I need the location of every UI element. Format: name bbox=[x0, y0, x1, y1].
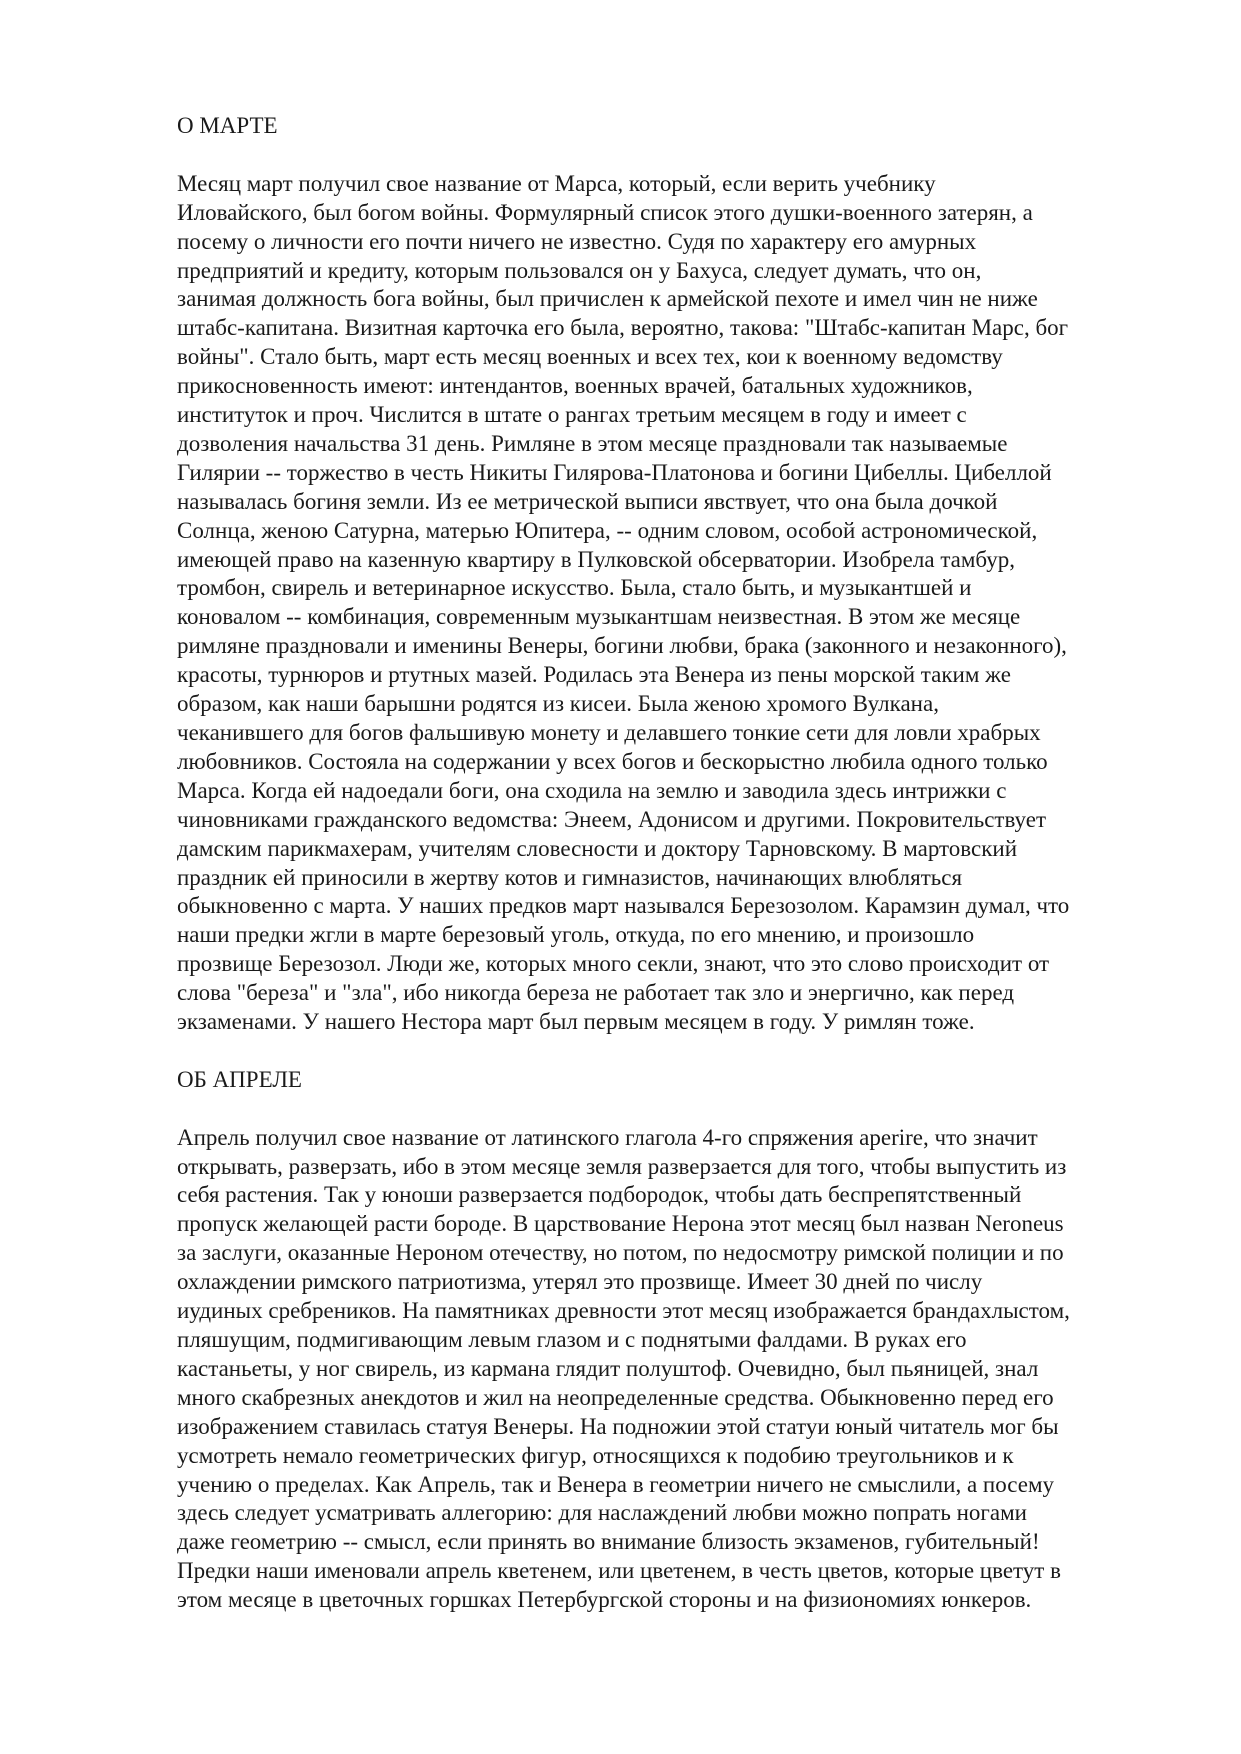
text-line: дозволения начальства 31 день. Римляне в этом месяце праздновали так называемые bbox=[177, 430, 1008, 456]
text-line: коновалом -- комбинация, современным музыкантшам неизвестная. В этом же месяце bbox=[177, 604, 1021, 630]
text-line: тромбон, свирель и ветеринарное искусство. Была, стало быть, и музыкантшей и bbox=[177, 575, 972, 601]
text-line: слова "береза" и "зла", ибо никогда береза не работает так зло и энергично, как перед bbox=[177, 980, 1015, 1006]
text-line: занимая должность бога войны, был причислен к армейской пехоте и имел чин не ниже bbox=[177, 286, 1038, 312]
text-line: охлаждении римского патриотизма, утерял это прозвище. Имеет 30 дней по числу bbox=[177, 1269, 983, 1295]
section-title-march: О МАРТЕ bbox=[177, 113, 278, 138]
section-title-april: ОБ АПРЕЛЕ bbox=[177, 1066, 302, 1092]
text-line: кастаньеты, у ног свирель, из кармана глядит полуштоф. Очевидно, был пьяницей, знал bbox=[177, 1355, 1039, 1381]
text-line: пляшущим, подмигивающим левым глазом и с поднятыми фалдами. В руках его bbox=[177, 1327, 967, 1353]
document-page bbox=[177, 112, 1157, 1615]
text-line: образом, как наши барышни родятся из кисеи. Была женою хромого Вулкана, bbox=[177, 691, 939, 717]
text-line: изображением ставилась статуя Венеры. На подножии этой статуи юный читатель мог бы bbox=[177, 1413, 1059, 1439]
text-line: римляне праздновали и именины Венеры, богини любви, брака (законного и незаконного), bbox=[177, 633, 1067, 659]
text-line: обыкновенно с марта. У наших предков март назывался Березозолом. Карамзин думал, что bbox=[177, 893, 1070, 919]
text-line: посему о личности его почти ничего не известно. Судя по характеру его амурных bbox=[177, 228, 977, 254]
text-line: праздник ей приносили в жертву котов и гимназистов, начинающих влюбляться bbox=[177, 864, 963, 890]
text-line: предприятий и кредиту, которым пользовался он у Бахуса, следует думать, что он, bbox=[177, 257, 982, 283]
text-line: экзаменами. У нашего Нестора март был первым месяцем в году. У римлян тоже. bbox=[177, 1009, 975, 1035]
spacer bbox=[177, 1095, 1157, 1124]
text-line: Марса. Когда ей надоедали боги, она сходила на землю и заводила здесь интрижки с bbox=[177, 777, 1007, 803]
text-line: иудиных сребреников. На памятниках древности этот месяц изображается брандахлыстом, bbox=[177, 1298, 1070, 1324]
text-line: имеющей право на казенную квартиру в Пулковской обсерватории. Изобрела тамбур, bbox=[177, 546, 1015, 572]
text-line: чеканившего для богов фальшивую монету и делавшего тонкие сети для ловли храбрых bbox=[177, 720, 1041, 746]
text-line: называлась богиня земли. Из ее метрической выписи явствует, что она была дочкой bbox=[177, 488, 998, 514]
text-line: наши предки жгли в марте березовый уголь, откуда, по его мнению, и произошло bbox=[177, 922, 975, 948]
paragraph-march bbox=[177, 170, 1157, 1037]
text-line: себя растения. Так у юноши разверзается подбородок, чтобы дать беспрепятственный bbox=[177, 1182, 1022, 1208]
text-line: войны". Стало быть, март есть месяц военных и всех тех, кои к военному ведомству bbox=[177, 344, 1003, 370]
spacer bbox=[177, 1037, 1157, 1066]
text-line: прикосновенность имеют: интендантов, военных врачей, батальных художников, bbox=[177, 373, 973, 399]
text-line: усмотреть немало геометрических фигур, относящихся к подобию треугольников и к bbox=[177, 1442, 1014, 1468]
text-line: любовников. Состояла на содержании у всех богов и бескорыстно любила одного только bbox=[177, 748, 1048, 774]
text-line: Апрель получил свое название от латинского глагола 4-го спряжения aperire, что значит bbox=[177, 1124, 1038, 1150]
text-line: институток и проч. Числится в штате о рангах третьим месяцем в году и имеет с bbox=[177, 402, 967, 428]
text-line: учению о пределах. Как Апрель, так и Венера в геометрии ничего не смыслили, а посему bbox=[177, 1471, 1055, 1497]
text-line: Гилярии -- торжество в честь Никиты Гилярова-Платонова и богини Цибеллы. Цибеллой bbox=[177, 459, 1052, 485]
text-line: прозвище Березозол. Люди же, которых много секли, знают, что это слово происходит от bbox=[177, 951, 1050, 977]
text-line: этом месяце в цветочных горшках Петербургской стороны и на физиономиях юнкеров. bbox=[177, 1587, 1032, 1613]
text-line: штабс-капитана. Визитная карточка его была, вероятно, такова: "Штабс-капитан Марс, бог bbox=[177, 315, 1069, 341]
text-line: Предки наши именовали апрель кветенем, или цветенем, в честь цветов, которые цветут в bbox=[177, 1558, 1061, 1584]
paragraph-april bbox=[177, 1124, 1157, 1615]
text-line: Солнца, женою Сатурна, матерью Юпитера, -- одним словом, особой астрономической, bbox=[177, 517, 1038, 543]
text-line: Иловайского, был богом войны. Формулярный список этого душки-военного затерян, а bbox=[177, 199, 1033, 225]
text-line: открывать, разверзать, ибо в этом месяце земля разверзается для того, чтобы выпустить из bbox=[177, 1153, 1067, 1179]
text-line: чиновниками гражданского ведомства: Энеем, Адонисом и другими. Покровительствует bbox=[177, 806, 1047, 832]
spacer bbox=[177, 141, 1157, 170]
text-line: дамским парикмахерам, учителям словесности и доктору Тарновскому. В мартовский bbox=[177, 835, 1018, 861]
text-line: за заслуги, оказанные Нероном отечеству, но потом, по недосмотру римской полиции и по bbox=[177, 1240, 1064, 1266]
text-line: Месяц март получил свое название от Марса, который, если верить учебнику bbox=[177, 170, 936, 196]
text-line: пропуск желающей расти бороде. В царствование Нерона этот месяц был назван Neroneus bbox=[177, 1211, 1064, 1237]
text-line: красоты, турнюров и ртутных мазей. Родилась эта Венера из пены морской таким же bbox=[177, 662, 1011, 688]
text-line: здесь следует усматривать аллегорию: для наслаждений любви можно попрать ногами bbox=[177, 1500, 1027, 1526]
text-line: даже геометрию -- смысл, если принять во внимание близость экзаменов, губительный! bbox=[177, 1529, 1040, 1555]
text-line: много скабрезных анекдотов и жил на неопределенные средства. Обыкновенно перед его bbox=[177, 1384, 1054, 1410]
